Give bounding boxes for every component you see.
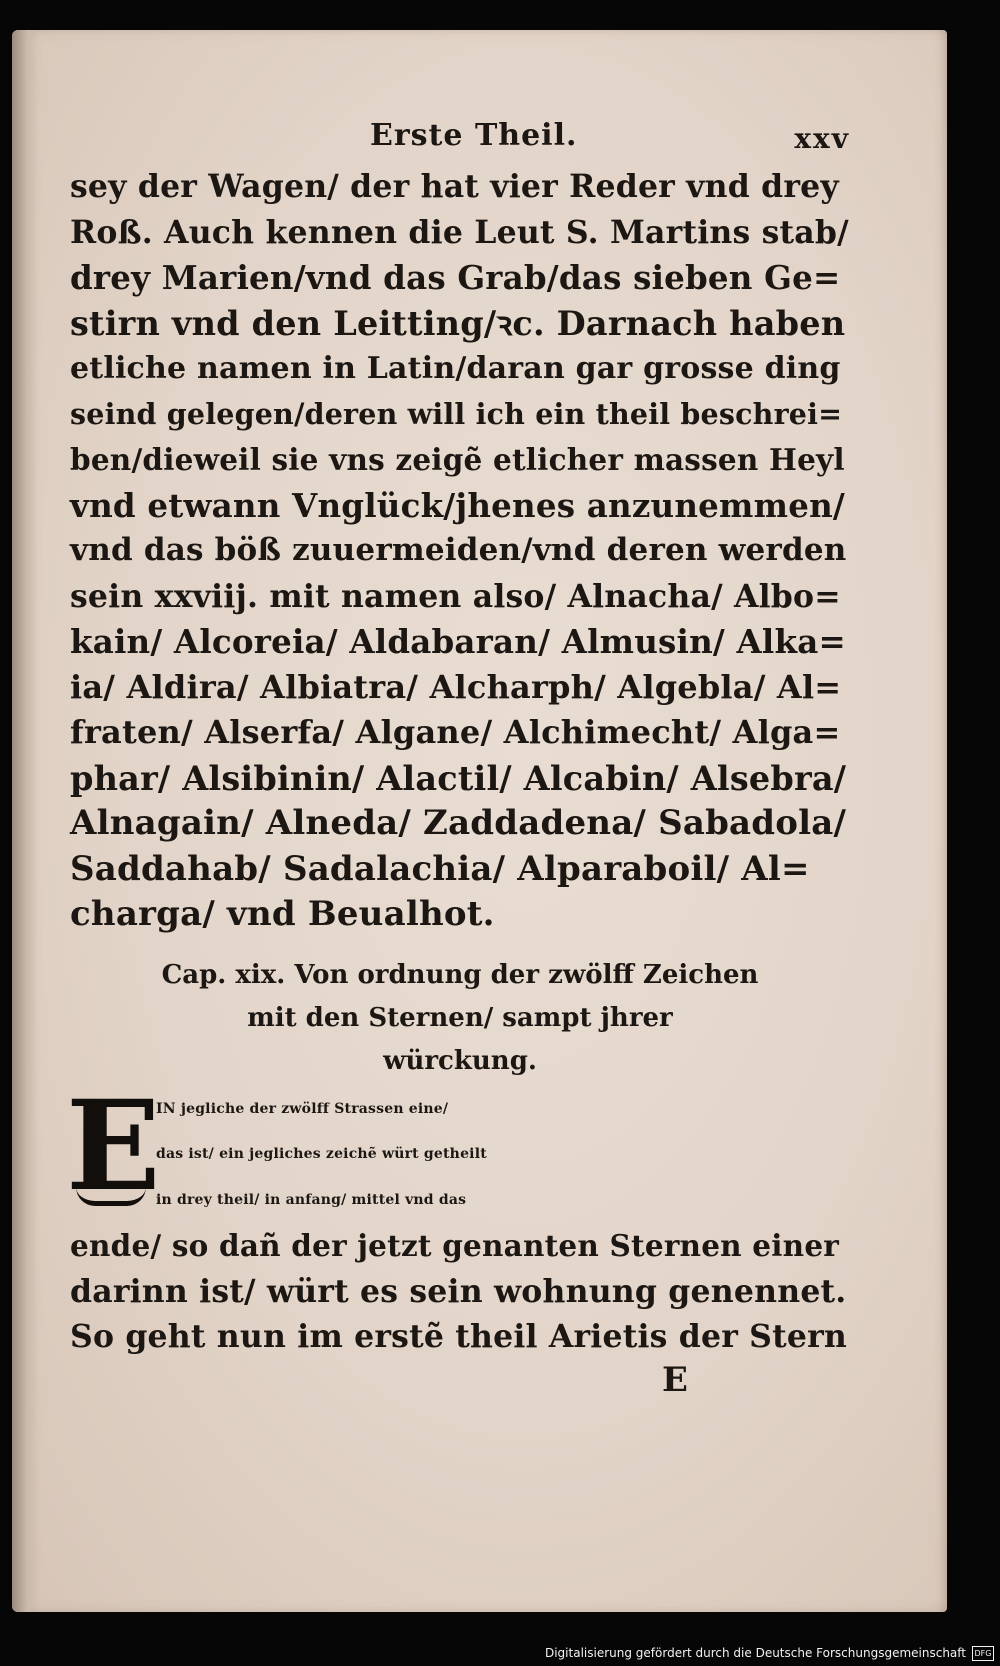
body-line: in drey theil/ in anfang/ mittel vnd das	[156, 1191, 467, 1208]
body-line: Roß. Auch kennen die Leut S. Martins stab/	[70, 213, 849, 251]
body-paragraph	[70, 164, 850, 938]
text-block	[66, 118, 850, 1410]
body-line: vnd das böß zuuermeiden/vnd deren werden	[70, 532, 847, 568]
body-line: drey Marien/vnd das Grab/das sieben Ge=	[70, 258, 841, 297]
book-page	[12, 30, 947, 1612]
dfg-logo: DFG	[972, 1646, 994, 1661]
body-line: sey der Wagen/ der hat vier Reder vnd drey	[70, 168, 839, 205]
chapter-heading-line: würckung.	[383, 1045, 537, 1076]
body-line: charga/ vnd Beualhot.	[70, 894, 495, 934]
decorated-initial	[66, 1073, 161, 1219]
body-line: IN jegliche der zwölff Strassen eine/	[156, 1100, 449, 1117]
body-line: sein xxviij. mit namen also/ Alnacha/ Albo=	[70, 577, 841, 615]
funding-text: Digitalisierung gefördert durch die Deutsche Forschungsgemeinschaft	[544, 1646, 966, 1660]
body-line: ben/dieweil sie vns zeigẽ etlicher massen Heyl	[70, 442, 845, 477]
body-line: So geht nun im erstẽ theil Arietis der Stern	[70, 1318, 847, 1355]
body-line: phar/ Alsibinin/ Alactil/ Alcabin/ Alsebra/	[70, 758, 847, 798]
catchword: E	[662, 1359, 688, 1400]
body-line: Saddahab/ Sadalachia/ Alparaboil/ Al=	[70, 848, 810, 889]
chapter-paragraph	[66, 1073, 850, 1360]
body-line: ia/ Aldira/ Albiatra/ Alcharph/ Algebla/ Al=	[70, 667, 842, 706]
body-line: fraten/ Alserfa/ Algane/ Alchimecht/ Alga=	[70, 713, 841, 751]
folio-number: xxv	[794, 122, 850, 155]
body-line: etliche namen in Latin/daran gar grosse ding	[70, 351, 841, 386]
chapter-heading-line: mit den Sternen/ sampt jhrer	[247, 1002, 673, 1033]
body-line: ende/ so dañ der jetzt genanten Sternen einer	[70, 1228, 840, 1263]
funding-footer	[545, 1642, 994, 1664]
body-line: vnd etwann Vnglück/jhenes anzunemmen/	[70, 485, 845, 525]
initial-letter: E	[66, 1073, 161, 1219]
body-line: kain/ Alcoreia/ Aldabaran/ Almusin/ Alka=	[70, 622, 846, 661]
page-gutter	[12, 30, 38, 1612]
body-line: Alnagain/ Alneda/ Zaddadena/ Sabadola/	[70, 803, 847, 843]
body-line: darinn ist/ würt es sein wohnung genennet.	[70, 1272, 847, 1310]
initial-flourish	[76, 1187, 146, 1206]
catchword-line	[70, 1360, 850, 1410]
chapter-heading-line: Cap. xix. Von ordnung der zwölff Zeichen	[161, 959, 759, 990]
running-head	[70, 118, 850, 164]
chapter-heading	[70, 954, 850, 1083]
running-title: Erste Theil.	[370, 118, 578, 153]
body-line: stirn vnd den Leitting/ꝛc. Darnach haben	[70, 303, 846, 343]
body-line: seind gelegen/deren will ich ein theil beschrei=	[70, 396, 843, 431]
body-line: das ist/ ein jegliches zeichẽ würt getheilt	[156, 1146, 487, 1162]
